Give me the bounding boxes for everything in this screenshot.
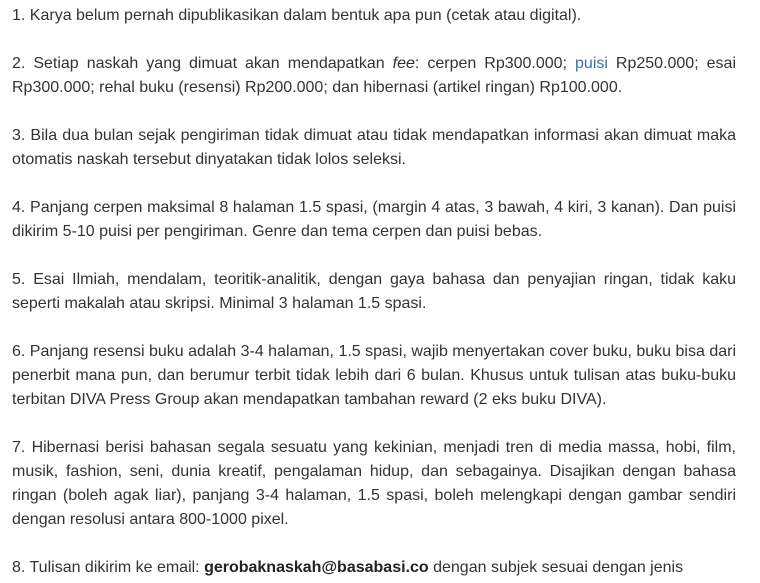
guideline-item-7: [12, 436, 736, 532]
item-2-text-b: : cerpen Rp300.000;: [414, 55, 576, 72]
item-2-text-a: 2. Setiap naskah yang dimuat akan mendapatkan: [12, 55, 393, 72]
item-8-text-a: 8. Tulisan dikirim ke email:: [12, 559, 205, 576]
item-3-text: 3. Bila dua bulan sejak pengiriman tidak dimuat atau tidak mendapatkan informasi akan dimuat maka otomatis naskah tersebut dinyatakan tidak lolos seleksi.: [12, 127, 736, 168]
guideline-item-8: [12, 556, 736, 580]
item-8-text-b: dengan subjek sesuai dengan jenis: [428, 559, 684, 576]
guideline-item-3: [12, 124, 736, 172]
guideline-item-5: [12, 268, 736, 316]
item-4-text: 4. Panjang cerpen maksimal 8 halaman 1.5 spasi, (margin 4 atas, 3 bawah, 4 kiri, 3 kanan). Dan puisi dikirim 5-10 puisi per pengiriman. Genre dan tema cerpen dan puisi bebas.: [12, 199, 736, 240]
guideline-item-4: [12, 196, 736, 244]
item-2-text-c: Rp250.000; esai Rp300.000; rehal buku (resensi) Rp200.000; dan hibernasi (artikel ringan) Rp100.000.: [12, 55, 737, 96]
fee-term: fee: [392, 55, 415, 72]
puisi-link[interactable]: puisi: [575, 55, 608, 72]
email-user: gerobaknaskah@: [204, 559, 338, 576]
guideline-item-6: [12, 340, 736, 412]
guideline-item-1: [12, 4, 736, 28]
guideline-item-2: [12, 52, 736, 100]
item-7-text: 7. Hibernasi berisi bahasan segala sesuatu yang kekinian, menjadi tren di media massa, hobi, film, musik, fashion, seni, dunia kreatif, pengalaman hidup, dan sebagainya. Disajikan dengan bahasa ringan (boleh agak liar), panjang 3-4 halaman, 1.5 spasi, boleh melengkapi dengan gambar sendiri dengan resolusi antara 800-1000 pixel.: [12, 439, 736, 528]
guidelines-list: [12, 4, 736, 580]
item-6-text: 6. Panjang resensi buku adalah 3-4 halaman, 1.5 spasi, wajib menyertakan cover buku, buku bisa dari penerbit mana pun, dan berumur terbit tidak lebih dari 6 bulan. Khusus untuk tulisan atas buku-buku terbitan DIVA Press Group akan mendapatkan tambahan reward (2 eks buku DIVA).: [12, 343, 736, 408]
item-1-text: 1. Karya belum pernah dipublikasikan dalam bentuk apa pun (cetak atau digital).: [12, 7, 582, 24]
item-5-text: 5. Esai Ilmiah, mendalam, teoritik-analitik, dengan gaya bahasa dan penyajian ringan, tidak kaku seperti makalah atau skripsi. Minimal 3 halaman 1.5 spasi.: [12, 271, 736, 312]
email-domain-link[interactable]: basabasi.co: [337, 559, 429, 576]
